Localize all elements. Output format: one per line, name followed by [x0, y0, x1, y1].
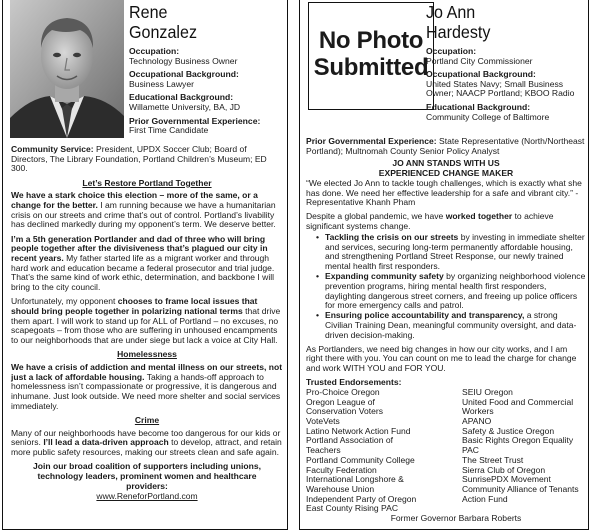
occupational-background-value: Business Lawyer [129, 78, 194, 89]
candidate-column-hardesty [299, 0, 589, 530]
occupation-label: Occupation: [129, 46, 180, 56]
closing-statement: Join our broad coalition of supporters including unions, technology leaders, prominent women and healthcare providers: [33, 461, 261, 491]
list-item: Pro-Choice Oregon [306, 386, 380, 397]
list-item: SunrisePDX Movement [462, 474, 551, 485]
candidate-first-name: Rene [129, 2, 168, 22]
endorsements-right-column [462, 388, 592, 514]
list-item: Portland Community College [306, 454, 415, 465]
list-item: Latino Network Action Fund [306, 425, 411, 436]
list-item: Sierra Club of Oregon [462, 464, 546, 475]
no-photo-line-2: Submitted [313, 54, 429, 81]
occupational-background-label: Occupational Background: [426, 69, 536, 80]
endorsements-list [306, 388, 586, 514]
candidate-photo [10, 0, 124, 138]
list-item: Workers [462, 406, 494, 417]
list-item: United Food and Commercial [462, 396, 574, 407]
candidate-info [426, 47, 582, 126]
paragraph-2: As Portlanders, we need big changes in how our city works, and I am right there with you. You can count on me to lead the charge for change and work WITH YOU and FOR YOU. [306, 343, 577, 373]
list-item: VoteVets [306, 415, 340, 426]
prior-experience-label: Prior Governmental Experience: [129, 115, 261, 126]
heading-stands-with-us: JO ANN STANDS WITH US EXPERIENCED CHANGE MAKER [378, 158, 514, 179]
educational-background-value: Willamette University, BA, JD [129, 101, 241, 112]
list-item: Action Fund [462, 493, 508, 504]
no-photo-line-1: No Photo [318, 27, 424, 54]
list-item: Warehouse Union [306, 483, 375, 494]
occupation-label: Occupation: [426, 46, 477, 56]
list-item: Conservation Voters [306, 406, 383, 417]
endorsements-title: Trusted Endorsements: [306, 377, 402, 388]
list-item: SEIU Oregon [462, 386, 513, 397]
accomplishments-list [306, 233, 586, 341]
paragraph-4: We have a crisis of addiction and mental illness on our streets, not just a lack of affordable housing. Taking a hands-off approach to homelessness isn’t compassionate or progressive, it is dangerous and inhumane. Just look outside. We need more shelter and social services immediately. [11, 362, 283, 411]
heading-crime: Crime [134, 415, 160, 426]
prior-experience-value: First Time Candidate [129, 125, 209, 136]
heading-restore-portland: Let’s Restore Portland Together [82, 177, 212, 188]
list-item: • Expanding community safety by organizing neighborhood violence prevention programs, hiring mental health first responders, daylighting dangerous street corners, and freeing up police officers for more emergency calls and patrol. [317, 272, 586, 311]
candidate-column-gonzalez [2, 0, 288, 530]
candidate-last-name: Hardesty [426, 22, 491, 42]
list-item: Safety & Justice Oregon [462, 425, 555, 436]
occupation-value: Technology Business Owner [129, 55, 238, 66]
paragraph-1: Despite a global pandemic, we have worked together to achieve significant systems change. [306, 211, 554, 232]
endorsement-quote: “We elected Jo Ann to tackle tough challenges, which is exactly what she has done. We need her effective leadership for a safe and vibrant city.” - Representative Khanh Pham [306, 177, 582, 208]
list-item: • Ensuring police accountability and transparency, a strong Civilian Training Dean, meaningful community oversight, and data-driven decision-making. [317, 311, 586, 340]
endorsement-governor: Former Governor Barbara Roberts [390, 513, 522, 524]
heading-homelessness: Homelessness [117, 349, 177, 360]
endorsements-left-column [306, 388, 459, 514]
list-item: The Street Trust [462, 454, 524, 465]
list-item: PAC [462, 445, 479, 456]
list-item: • Tackling the crisis on our streets by investing in immediate shelter and services, securing long-term permanently affordable housing, and strengthening Portland Street Response, our newly trained mental health first responders. [317, 233, 586, 272]
list-item: Community Alliance of Tenants [462, 483, 579, 494]
statement-body [11, 145, 283, 501]
educational-background-label: Educational Background: [129, 92, 234, 103]
list-item: East County Rising PAC [306, 503, 398, 514]
campaign-website-link[interactable]: www.ReneforPortland.com [96, 490, 198, 501]
candidate-name [129, 2, 197, 42]
candidate-name [426, 2, 490, 42]
occupational-background-label: Occupational Background: [129, 69, 239, 80]
list-item: APANO [462, 415, 492, 426]
occupation-value: Portland City Commissioner [426, 55, 533, 66]
statement-body [306, 137, 586, 524]
educational-background-label: Educational Background: [426, 101, 531, 112]
paragraph-2: I’m a 5th generation Portlander and dad of three who will bring people together after the divisiveness that’s plagued our city in recent years. My father started life as a migrant worker and through hard work and education became a federal prosecutor and trial judge. That’s the same kind of work ethic, determination, and backbone I will bring to the city council. [11, 233, 275, 293]
candidate-first-name: Jo Ann [426, 2, 476, 22]
candidate-last-name: Gonzalez [129, 22, 198, 42]
paragraph-5: Many of our neighborhoods have become too dangerous for our kids or seniors. I’ll lead a data-driven approach to develop, attract, and retain more public safety resources, making our streets clean and safe again. [11, 427, 282, 458]
list-item: Teachers [306, 445, 341, 456]
list-item: Independent Party of Oregon [306, 493, 417, 504]
paragraph-3: Unfortunately, my opponent chooses to frame local issues that should bring people together in polarizing national terms that drive them apart. I will work to stand up for ALL of Portland – no excuses, no scapegoats – from those who are suffering in unhoused encampments to our neighborhoods that are under siege but lack a voice at City Hall. [11, 296, 281, 346]
prior-experience: Prior Governmental Experience: State Representative (North/Northeast Portland); Multnomah County Senior Policy Analyst [306, 136, 585, 156]
list-item: Portland Association of [306, 435, 393, 446]
community-service: Community Service: President, UPDX Soccer Club; Board of Directors, The Library Foundation, Portland Children’s Museum; ED 300. [11, 144, 267, 174]
list-item: International Longshore & [306, 474, 404, 485]
list-item: Basic Rights Oregon Equality [462, 435, 574, 446]
list-item: Oregon League of [306, 396, 375, 407]
list-item: Faculty Federation [306, 464, 377, 475]
no-photo-placeholder [308, 2, 434, 110]
educational-background-value: Community College of Baltimore [426, 111, 550, 122]
occupational-background-value: United States Navy; Small Business Owner; NAACP Portland; KBOO Radio [426, 78, 575, 99]
candidate-portrait-image [10, 0, 124, 138]
candidate-info [129, 47, 279, 140]
paragraph-1: We have a stark choice this election – more of the same, or a change for the better. I am running because we have a humanitarian crisis on our streets and crime that’s out of control. Portland’s livability has declined markedly during my opponent’s term. We deserve better. [11, 190, 276, 230]
